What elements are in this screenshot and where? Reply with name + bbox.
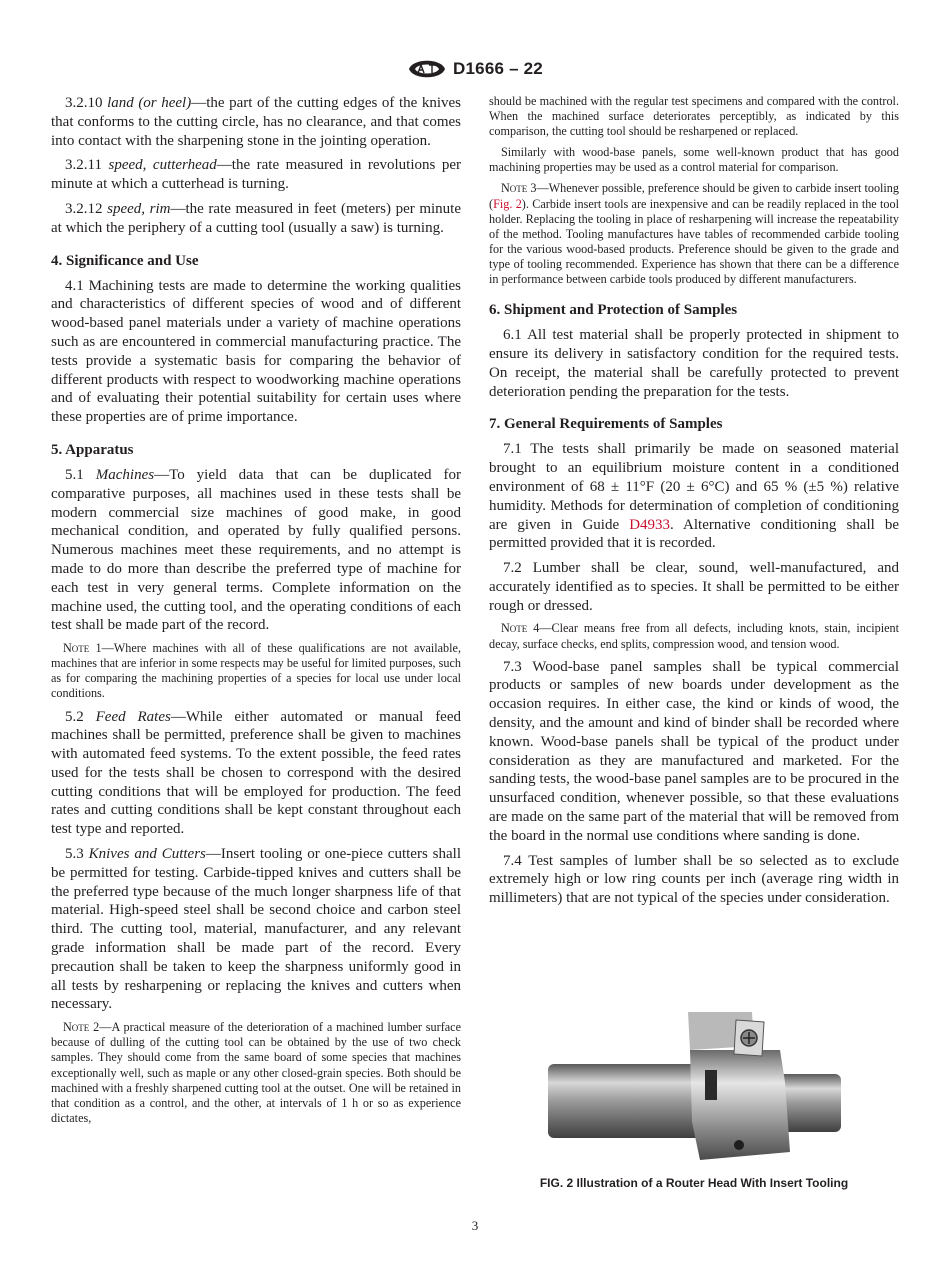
paragraph-3-2-10: 3.2.10 land (or heel)—the part of the cutting edges of the knives that conforms to the cutting circle, has no clearance, and that comes into contact with the sharpening stone in the jointing operation. — [51, 95, 462, 149]
note-4: Note 4—Clear means free from all defects, including knots, stain, incipient decay, surface checks, end splits, compression wood, and tension wood. — [489, 621, 899, 651]
left-column — [51, 94, 461, 1132]
paragraph-3-2-12: 3.2.12 speed, rim—the rate measured in feet (meters) per minute at which the periphery of a cutting tool (usually a saw) is turning. — [51, 200, 461, 236]
paragraph-7-1: 7.1 The tests shall primarily be made on seasoned material brought to an equilibrium moisture content in a conditioned environment of 68 ± 11°F (20 ± 6°C) and 65 % (±5 %) relative humidity. Methods for determination of completion of conditioning are given in Guide D4933. Alternative conditioning shall be permitted provided that it is recorded. — [489, 441, 899, 552]
page-number: 3 — [471, 1218, 479, 1233]
paragraph-5-1: 5.1 Machines—To yield data that can be duplicated for comparative purposes, all machines used in these tests shall be modern commercial size machines of good make, in good mechanical condition, and operated by fully qualified persons. Numerous machines meet these requirements, and no attempt is made to do more than describe the preferred type of machine for each test in very general terms. Complete information on the machine used, the cutting tool, and the operating conditions of each test shall be made part of the record. — [51, 466, 462, 634]
fig-2-link[interactable]: Fig. 2 — [493, 196, 522, 211]
figure-2-caption: FIG. 2 Illustration of a Router Head With Insert Tooling — [539, 1176, 849, 1190]
router-head-figure — [540, 1012, 860, 1172]
note-3: Note 3—Whenever possible, preference should be given to carbide insert tooling (Fig. 2). Carbide insert tools are inexpensive and can be readily replaced in the tool holder. Replacing the tooling in place of resharpening will increase the repeatability of the method. Tooling manufactures have tables of recommended carbide tooling for the various wood-based products. Preference should be given to the grade and type of tooling recommended. Experience has shown that there can be a difference in performance between carbide tools produced by different manufacturers. — [489, 181, 899, 287]
paragraph-7-3: 7.3 Wood-base panel samples shall be typical commercial products or samples of new boards under development as the occasion requires. In either case, the kind or kinds of wood, the density, and the amount and kind of binder shall be recorded where known. Wood-base panels shall be typical of the product under consideration as they are manufactured and marketed. For the sanding tests, the wood-base panel samples are to be procured in the unsurfaced condition, whenever possible, so that these evaluations are made on the same part of the material that will be removed from the board in the normal use conditions where sanding is done. — [489, 658, 899, 844]
section-heading-6: 6. Shipment and Protection of Samples — [489, 302, 738, 319]
note-2: Note 2—A practical measure of the deterioration of a machined lumber surface because of dulling of the cutting tool can be obtained by the use of two check samples. They should come from the same board of some species that machines exceptionally well, such as maple or any other closed-grain species. Both should be machined with a freshly sharpened cutting tool at the outset. One will be retained in that condition as a control, and the other, at intervals of 1 h or so as experience dictates, — [51, 1020, 461, 1125]
paragraph-6-1: 6.1 All test material shall be properly protected in shipment to ensure its delivery in satisfactory condition for the required tests. On receipt, the material shall be carefully protected to prevent deterioration pending the preparation for the tests. — [489, 327, 899, 400]
paragraph-7-4: 7.4 Test samples of lumber shall be so selected as to exclude extremely high or low ring counts per inch (average ring width in millimeters) that are not typical of the species under consideration. — [489, 852, 899, 907]
paragraph-4-1: 4.1 Machining tests are made to determine the working qualities and characteristics of different species of wood and of different wood-based panel materials under a variety of machine operations such as are encountered in commercial manufacturing practice. The tests provide a systematic basis for comparing the behavior of different products with respect to woodworking machine operations and of evaluating their potential suitability for certain uses where these properties are of prime importance. — [51, 277, 461, 426]
document-designation: D1666 – 22 — [453, 59, 543, 78]
paragraph-5-3: 5.3 Knives and Cutters—Insert tooling or one-piece cutters shall be permitted for testing. Carbide-tipped knives and cutters shall be the preferred type because of the much longer sharpness life of that material. High-speed steel shall be second choice and carbon steel third. The cutting tool, material, manufacturer, and any relevant grade information shall be made part of the record. Every precaution shall be taken to keep the sharpness uniformly good in all tests by resharpening or replacing the knives and cutters when necessary. — [51, 846, 461, 1013]
note-2-continued: should be machined with the regular test specimens and compared with the control. When the machined surface deteriorates perceptibly, as indicated by this comparison, the cutting tool should be resharpened or replaced. — [489, 94, 899, 139]
paragraph-7-2: 7.2 Lumber shall be clear, sound, well-manufactured, and accurately identified as to species. It shall be permitted to be either rough or dressed. — [489, 560, 899, 614]
paragraph-3-2-11: 3.2.11 speed, cutterhead—the rate measured in revolutions per minute at which a cutterhead is turning. — [51, 157, 462, 193]
section-heading-5: 5. Apparatus — [51, 441, 134, 458]
section-heading-7: 7. General Requirements of Samples — [489, 416, 723, 433]
note-1: Note 1—Where machines with all of these qualifications are not available, machines that are inferior in some respects may be useful for limited purposes, such as for comparing the machining properties of a species for local use under local conditions. — [51, 641, 461, 701]
section-heading-4: 4. Significance and Use — [51, 252, 199, 269]
note-2-paragraph-2: Similarly with wood-base panels, some well-known product that has good machining properties may be used as a control material for comparison. — [489, 145, 899, 175]
page-header — [0, 56, 950, 82]
d4933-link[interactable]: D4933 — [629, 516, 671, 533]
right-column — [489, 94, 899, 914]
router-head-icon — [540, 1012, 860, 1172]
astm-logo-icon — [407, 56, 447, 82]
paragraph-5-2: 5.2 Feed Rates—While either automated or manual feed machines shall be permitted, preference shall be given to machines with automated feed systems. To the extent possible, the feed rates used for the tests shall be chosen to correspond with the desired cutting conditions that will be employed for production. The feed rates and cutting conditions shall be kept constant throughout each test type and reported. — [51, 708, 462, 838]
